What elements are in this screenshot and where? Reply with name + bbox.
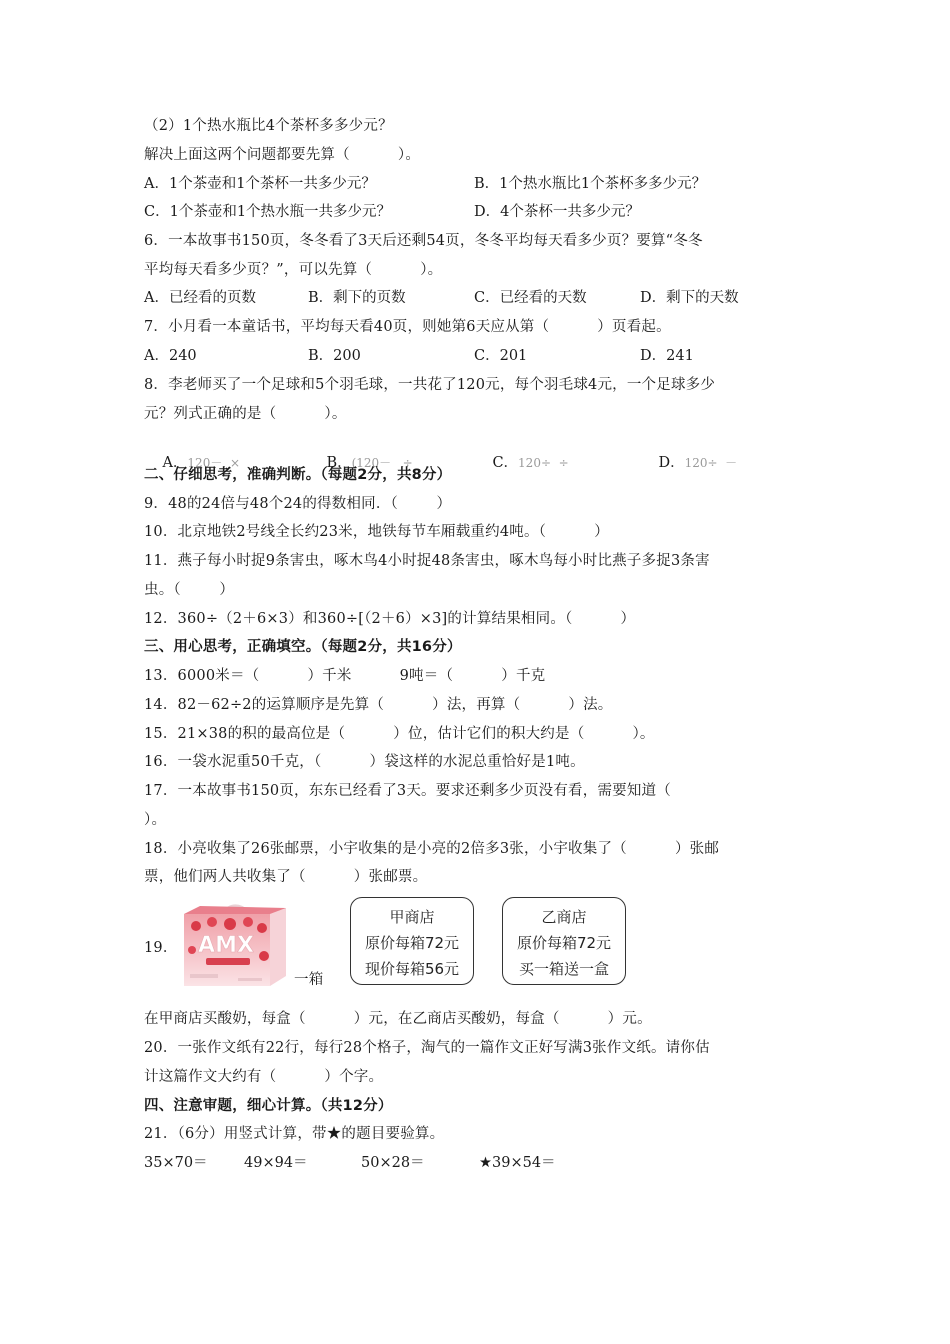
q13: 13．6000米＝（ ）千米 9吨＝（ ）千克 bbox=[144, 668, 546, 684]
q19-number: 19． bbox=[144, 940, 178, 956]
calc-item-2: 49×94＝ bbox=[244, 1155, 308, 1171]
q8-option-a-expr: 120－ × bbox=[187, 456, 241, 470]
q7-option-c: C．201 bbox=[474, 348, 528, 364]
q19-question: 在甲商店买酸奶，每盒（ ）元，在乙商店买酸奶，每盒（ ）元。 bbox=[144, 1011, 652, 1027]
q20-line2: 计这篇作文大约有（ ）个字。 bbox=[144, 1069, 384, 1085]
shop-a-name: 甲商店 bbox=[389, 908, 435, 926]
q6-option-b: B．剩下的页数 bbox=[308, 290, 406, 306]
q9: 9．48的24倍与48个24的得数相同．（ ） bbox=[144, 496, 452, 512]
q8-option-c-label: C． bbox=[492, 455, 519, 471]
q5-option-c: C．1个茶壶和1个热水瓶一共多少元？ bbox=[144, 204, 392, 220]
q6-option-a: A．已经看的页数 bbox=[144, 290, 256, 306]
q5-sub2: （2）1个热水瓶比4个茶杯多多少元？ bbox=[144, 118, 393, 134]
shop-b-card bbox=[502, 897, 626, 985]
q16: 16．一袋水泥重50千克，（ ）袋这样的水泥总重恰好是1吨。 bbox=[144, 754, 585, 770]
shop-a-original-price: 原价每箱72元 bbox=[364, 934, 460, 952]
section4-heading: 四、注意审题，细心计算。（共12分） bbox=[144, 1098, 393, 1114]
q18-line1: 18．小亮收集了26张邮票，小宇收集的是小亮的2倍多3张，小宇收集了（ ）张邮 bbox=[144, 841, 720, 857]
q14: 14．82－62÷2的运算顺序是先算（ ）法，再算（ ）法。 bbox=[144, 697, 613, 713]
shop-b-original-price: 原价每箱72元 bbox=[516, 934, 612, 952]
q5-prompt: 解决上面这两个问题都要先算（ ）。 bbox=[144, 147, 421, 163]
calc-item-3: 50×28＝ bbox=[361, 1155, 425, 1171]
calc-item-1: 35×70＝ bbox=[144, 1155, 208, 1171]
q17-line1: 17．一本故事书150页，东东已经看了3天。要求还剩多少页没有看，需要知道（ bbox=[144, 783, 671, 799]
q8-line1: 8．李老师买了一个足球和5个羽毛球，一共花了120元，每个羽毛球4元，一个足球多少 bbox=[144, 377, 716, 393]
q18-line2: 票，他们两人共收集了（ ）张邮票。 bbox=[144, 869, 428, 885]
q6-line2: 平均每天看多少页？”，可以先算（ ）。 bbox=[144, 262, 443, 278]
q8-option-d-expr: 120÷ － bbox=[684, 456, 738, 470]
q8-option-a-label: A． bbox=[162, 455, 188, 471]
q8-option-b-expr: (120－ ÷ bbox=[351, 456, 413, 470]
q8-line2: 元？列式正确的是（ ）。 bbox=[144, 406, 347, 422]
q8-option-c bbox=[474, 433, 569, 493]
shop-a-current-price: 现价每箱56元 bbox=[364, 960, 460, 978]
q8-option-b-label: B． bbox=[326, 455, 352, 471]
q8-option-c-expr: 120÷ ÷ bbox=[518, 456, 569, 470]
q20-line1: 20．一张作文纸有22行，每行28个格子，淘气的一篇作文正好写满3张作文纸。请你估 bbox=[144, 1040, 710, 1056]
q15: 15．21×38的积的最高位是（ ）位，估计它们的积大约是（ ）。 bbox=[144, 726, 655, 742]
q7-option-d: D．241 bbox=[640, 348, 694, 364]
shop-b-name: 乙商店 bbox=[541, 908, 587, 926]
q11-line1: 11．燕子每小时捉9条害虫，啄木鸟4小时捉48条害虫，啄木鸟每小时比燕子多捉3条害 bbox=[144, 553, 710, 569]
q7-line1: 7．小月看一本童话书，平均每天看40页，则她第6天应从第（ ）页看起。 bbox=[144, 319, 671, 335]
q6-option-c: C．已经看的天数 bbox=[474, 290, 587, 306]
section2-heading: 二、仔细思考，准确判断。（每题2分，共8分） bbox=[144, 467, 452, 483]
yogurt-box-image bbox=[178, 900, 290, 992]
section3-heading: 三、用心思考，正确填空。（每题2分，共16分） bbox=[144, 639, 462, 655]
q10: 10．北京地铁2号线全长约23米，地铁每节车厢载重约4吨。（ ） bbox=[144, 524, 609, 540]
q6-option-d: D．剩下的天数 bbox=[640, 290, 739, 306]
q7-option-a: A．240 bbox=[144, 348, 197, 364]
q5-option-b: B．1个热水瓶比1个茶杯多多少元？ bbox=[474, 176, 707, 192]
q11-line2: 虫。（ ） bbox=[144, 582, 235, 598]
calc-item-4: ★39×54＝ bbox=[479, 1155, 556, 1171]
shop-b-promotion: 买一箱送一盒 bbox=[518, 960, 609, 978]
q17-line2: ）。 bbox=[144, 812, 167, 828]
q5-option-a: A．1个茶壶和1个茶杯一共多少元？ bbox=[144, 176, 376, 192]
q7-option-b: B．200 bbox=[308, 348, 361, 364]
svg-text:AMX: AMX bbox=[198, 933, 254, 958]
q21: 21．（6分）用竖式计算，带★的题目要验算。 bbox=[144, 1126, 445, 1142]
q8-option-d bbox=[640, 433, 737, 493]
q8-option-d-label: D． bbox=[658, 455, 685, 471]
q12: 12．360÷（2＋6×3）和360÷[（2＋6）×3]的计算结果相同。（ ） bbox=[144, 611, 636, 627]
q6-line1: 6．一本故事书150页，冬冬看了3天后还剩54页，冬冬平均每天看多少页？要算“冬冬 bbox=[144, 233, 703, 249]
shop-a-card bbox=[350, 897, 474, 985]
yogurt-box-icon bbox=[178, 900, 290, 992]
product-caption: 一箱 bbox=[294, 972, 324, 988]
q5-option-d: D．4个茶杯一共多少元？ bbox=[474, 204, 640, 220]
